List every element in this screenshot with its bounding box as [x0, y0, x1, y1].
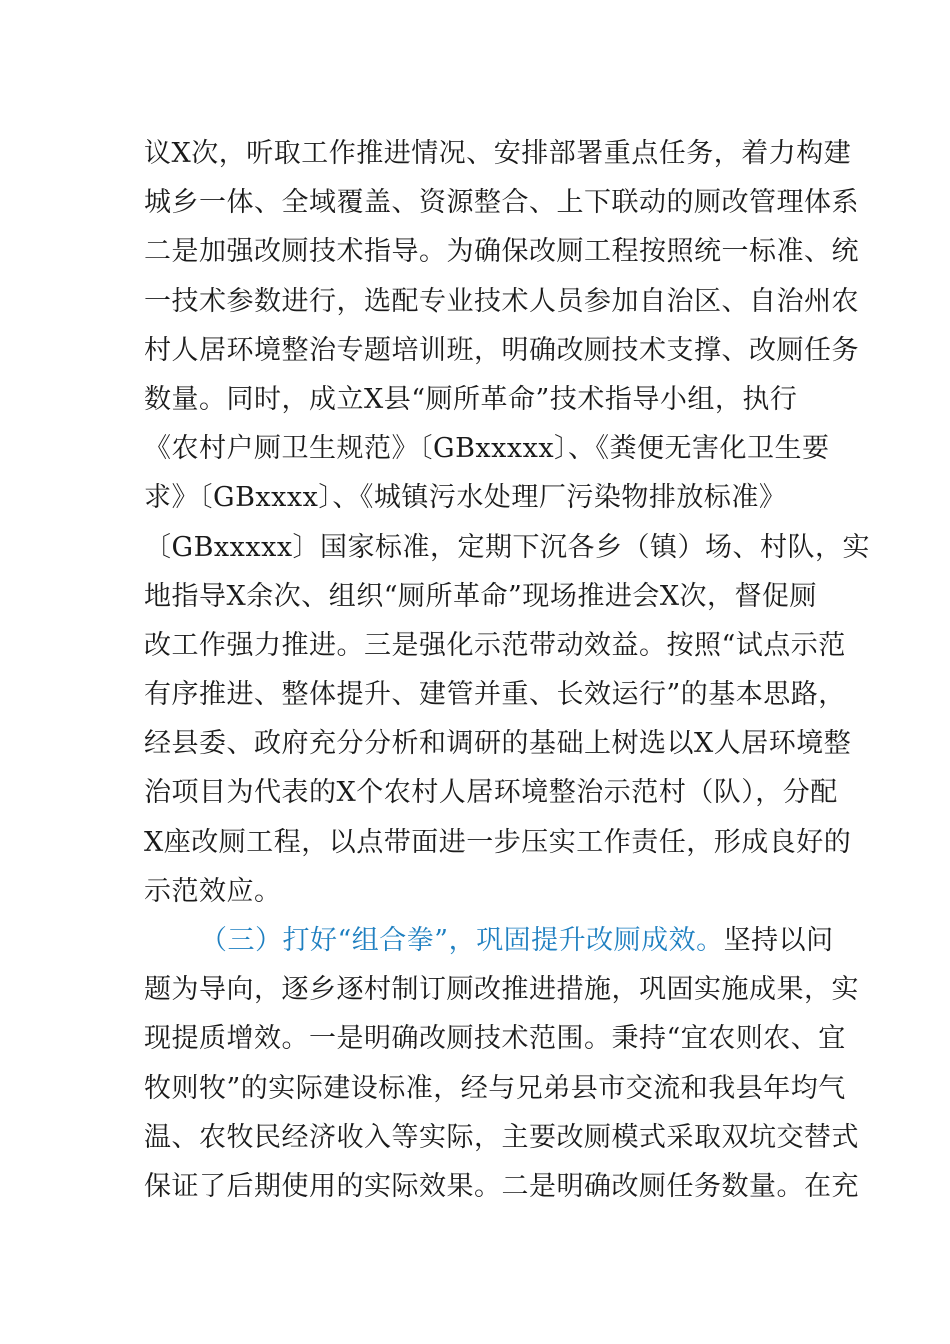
- body-text: [144, 129, 871, 1211]
- section-heading-line: [144, 916, 834, 965]
- text-line: 牧则牧”的实际建设标准，经与兄弟县市交流和我县年均气: [144, 1072, 846, 1104]
- section-heading: （三）打好“组合拳”，巩固提升改厕成效。: [200, 925, 724, 956]
- text-line: 地指导X余次、组织“厕所革命”现场推进会X次，督促厕: [144, 580, 818, 612]
- text-line: 有序推进、整体提升、建管并重、长效运行”的基本思路，: [144, 679, 846, 711]
- text-line: 示范效应。: [144, 875, 282, 907]
- text-line: 现提质增效。一是明确改厕技术范围。秉持“宜农则农、宜: [144, 1023, 846, 1055]
- section-heading-continuation: 坚持以问: [723, 925, 834, 956]
- text-line: 题为导向，逐乡逐村制订厕改推进措施，巩固实施成果，实: [144, 974, 859, 1006]
- text-line: 《农村户厕卫生规范》〔GBxxxxx〕、《粪便无害化卫生要: [144, 433, 830, 465]
- text-line: 数量。同时，成立X县“厕所革命”技术指导小组，执行: [144, 383, 798, 415]
- text-line: 议X次，听取工作推进情况、安排部署重点任务，着力构建: [144, 138, 852, 169]
- text-line: 村人居环境整治专题培训班，明确改厕技术支撑、改厕任务: [144, 334, 859, 366]
- text-line: 治项目为代表的X个农村人居环境整治示范村（队），分配: [144, 777, 838, 809]
- text-line: 求》〔GBxxxx〕、《城镇污水处理厂污染物排放标准》: [144, 482, 787, 514]
- text-line: X座改厕工程，以点带面进一步压实工作责任，形成良好的: [144, 826, 852, 858]
- text-line: 〔GBxxxxx〕国家标准，定期下沉各乡（镇）场、村队，实: [144, 531, 871, 563]
- text-line: 改工作强力推进。三是强化示范带动效益。按照“试点示范: [144, 629, 846, 661]
- text-line: 经县委、政府充分分析和调研的基础上树选以X人居环境整: [144, 728, 852, 760]
- text-line: 温、农牧民经济收入等实际，主要改厕模式采取双坑交替式: [144, 1121, 859, 1153]
- text-line: 二是加强改厕技术指导。为确保改厕工程按照统一标准、统: [144, 236, 859, 268]
- text-line: 保证了后期使用的实际效果。二是明确改厕任务数量。在充: [144, 1170, 859, 1202]
- text-line: 城乡一体、全域覆盖、资源整合、上下联动的厕改管理体系: [144, 187, 859, 219]
- text-line: 一技术参数进行，选配专业技术人员参加自治区、自治州农: [144, 285, 859, 317]
